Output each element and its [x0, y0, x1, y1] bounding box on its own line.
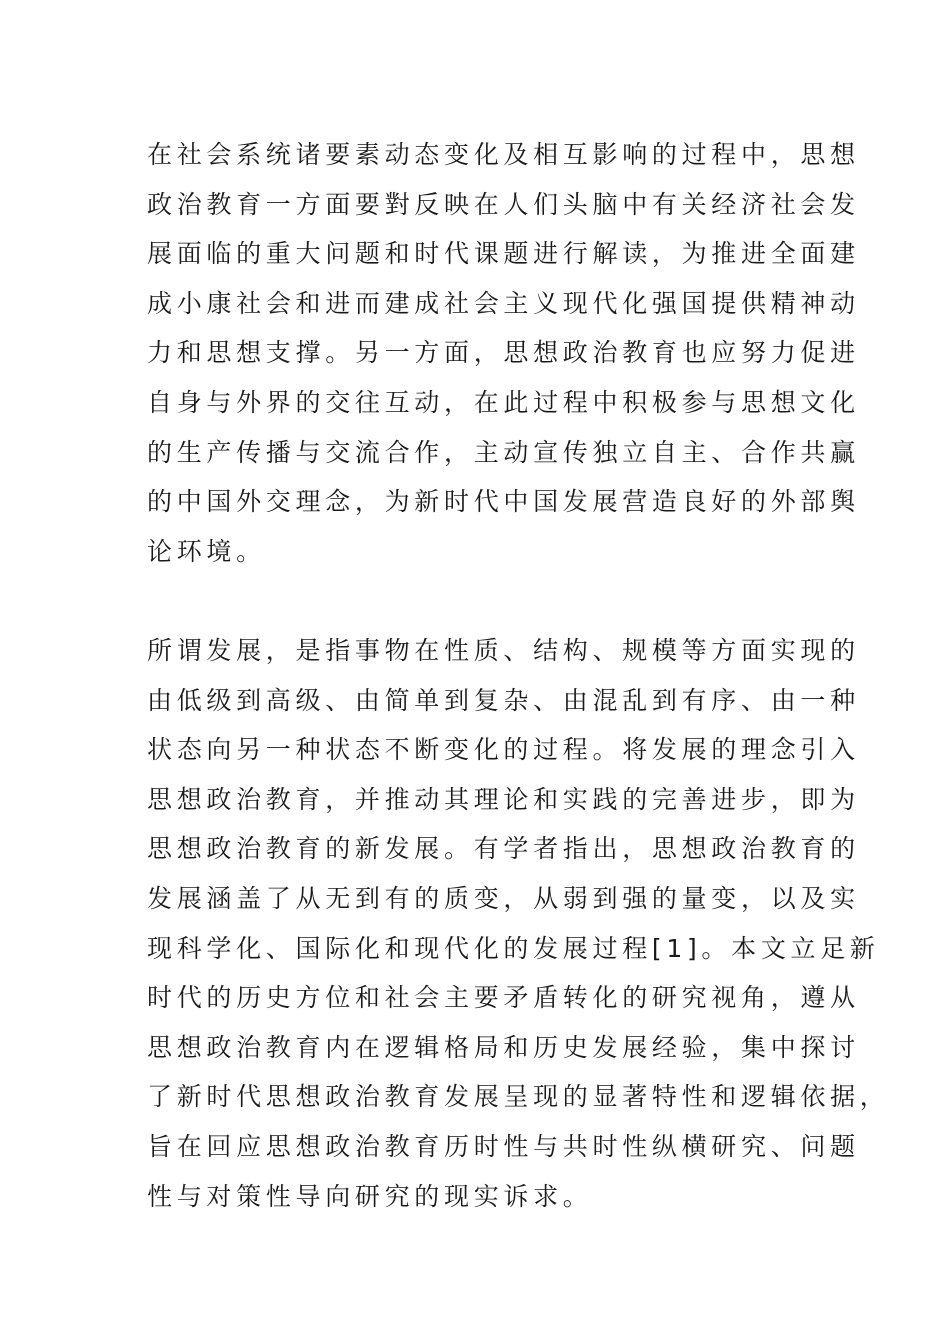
paragraph-line: 政治教育一方面要對反映在人们头脑中有关经济社会发: [147, 189, 860, 219]
paragraph-line: 所谓发展，是指事物在性质、结构、规模等方面实现的: [147, 636, 860, 665]
paragraph-1: [147, 130, 860, 576]
paragraph-line: 由低级到高级、由简单到复杂、由混乱到有序、由一种: [147, 685, 860, 715]
paragraph-line: 的中国外交理念，为新时代中国发展营造良好的外部舆: [147, 487, 860, 517]
paragraph-line: 时代的历史方位和社会主要矛盾转化的研究视角，遵从: [147, 983, 860, 1013]
paragraph-line: 发展涵盖了从无到有的质变，从弱到强的量变，以及实: [147, 883, 860, 913]
paragraph-line: 成小康社会和进而建成社会主义现代化强国提供精神动: [147, 288, 860, 318]
paragraph-line: 自身与外界的交往互动，在此过程中积极参与思想文化: [147, 387, 860, 417]
paragraph-line: 思想政治教育的新发展。有学者指出，思想政治教育的: [147, 834, 860, 864]
paragraph-2: [147, 626, 890, 1221]
paragraph-line: 在社会系统诸要素动态变化及相互影响的过程中，思想: [147, 140, 860, 169]
paragraph-line: 状态向另一种状态不断变化的过程。将发展的理念引入: [147, 735, 860, 765]
paragraph-line: 性与对策性导向研究的现实诉求。: [147, 1181, 593, 1211]
paragraph-line: 思想政治教育内在逻辑格局和历史发展经验，集中探讨: [147, 1032, 860, 1062]
paragraph-line: 力和思想支撑。另一方面，思想政治教育也应努力促进: [147, 338, 860, 368]
paragraph-line: 的生产传播与交流合作，主动宣传独立自主、合作共赢: [147, 437, 860, 467]
paragraph-line: 旨在回应思想政治教育历时性与共时性纵横研究、问题: [147, 1131, 860, 1161]
paragraph-line: 现科学化、国际化和现代化的发展过程[1]。本文立足新: [147, 933, 880, 963]
paragraph-line: 了新时代思想政治教育发展呈现的显著特性和逻辑依据，: [147, 1082, 890, 1112]
paragraph-line: 思想政治教育，并推动其理论和实践的完善进步，即为: [147, 784, 860, 814]
paragraph-line: 展面临的重大问题和时代课题进行解读，为推进全面建: [147, 239, 860, 269]
paragraph-line: 论环境。: [147, 536, 266, 566]
